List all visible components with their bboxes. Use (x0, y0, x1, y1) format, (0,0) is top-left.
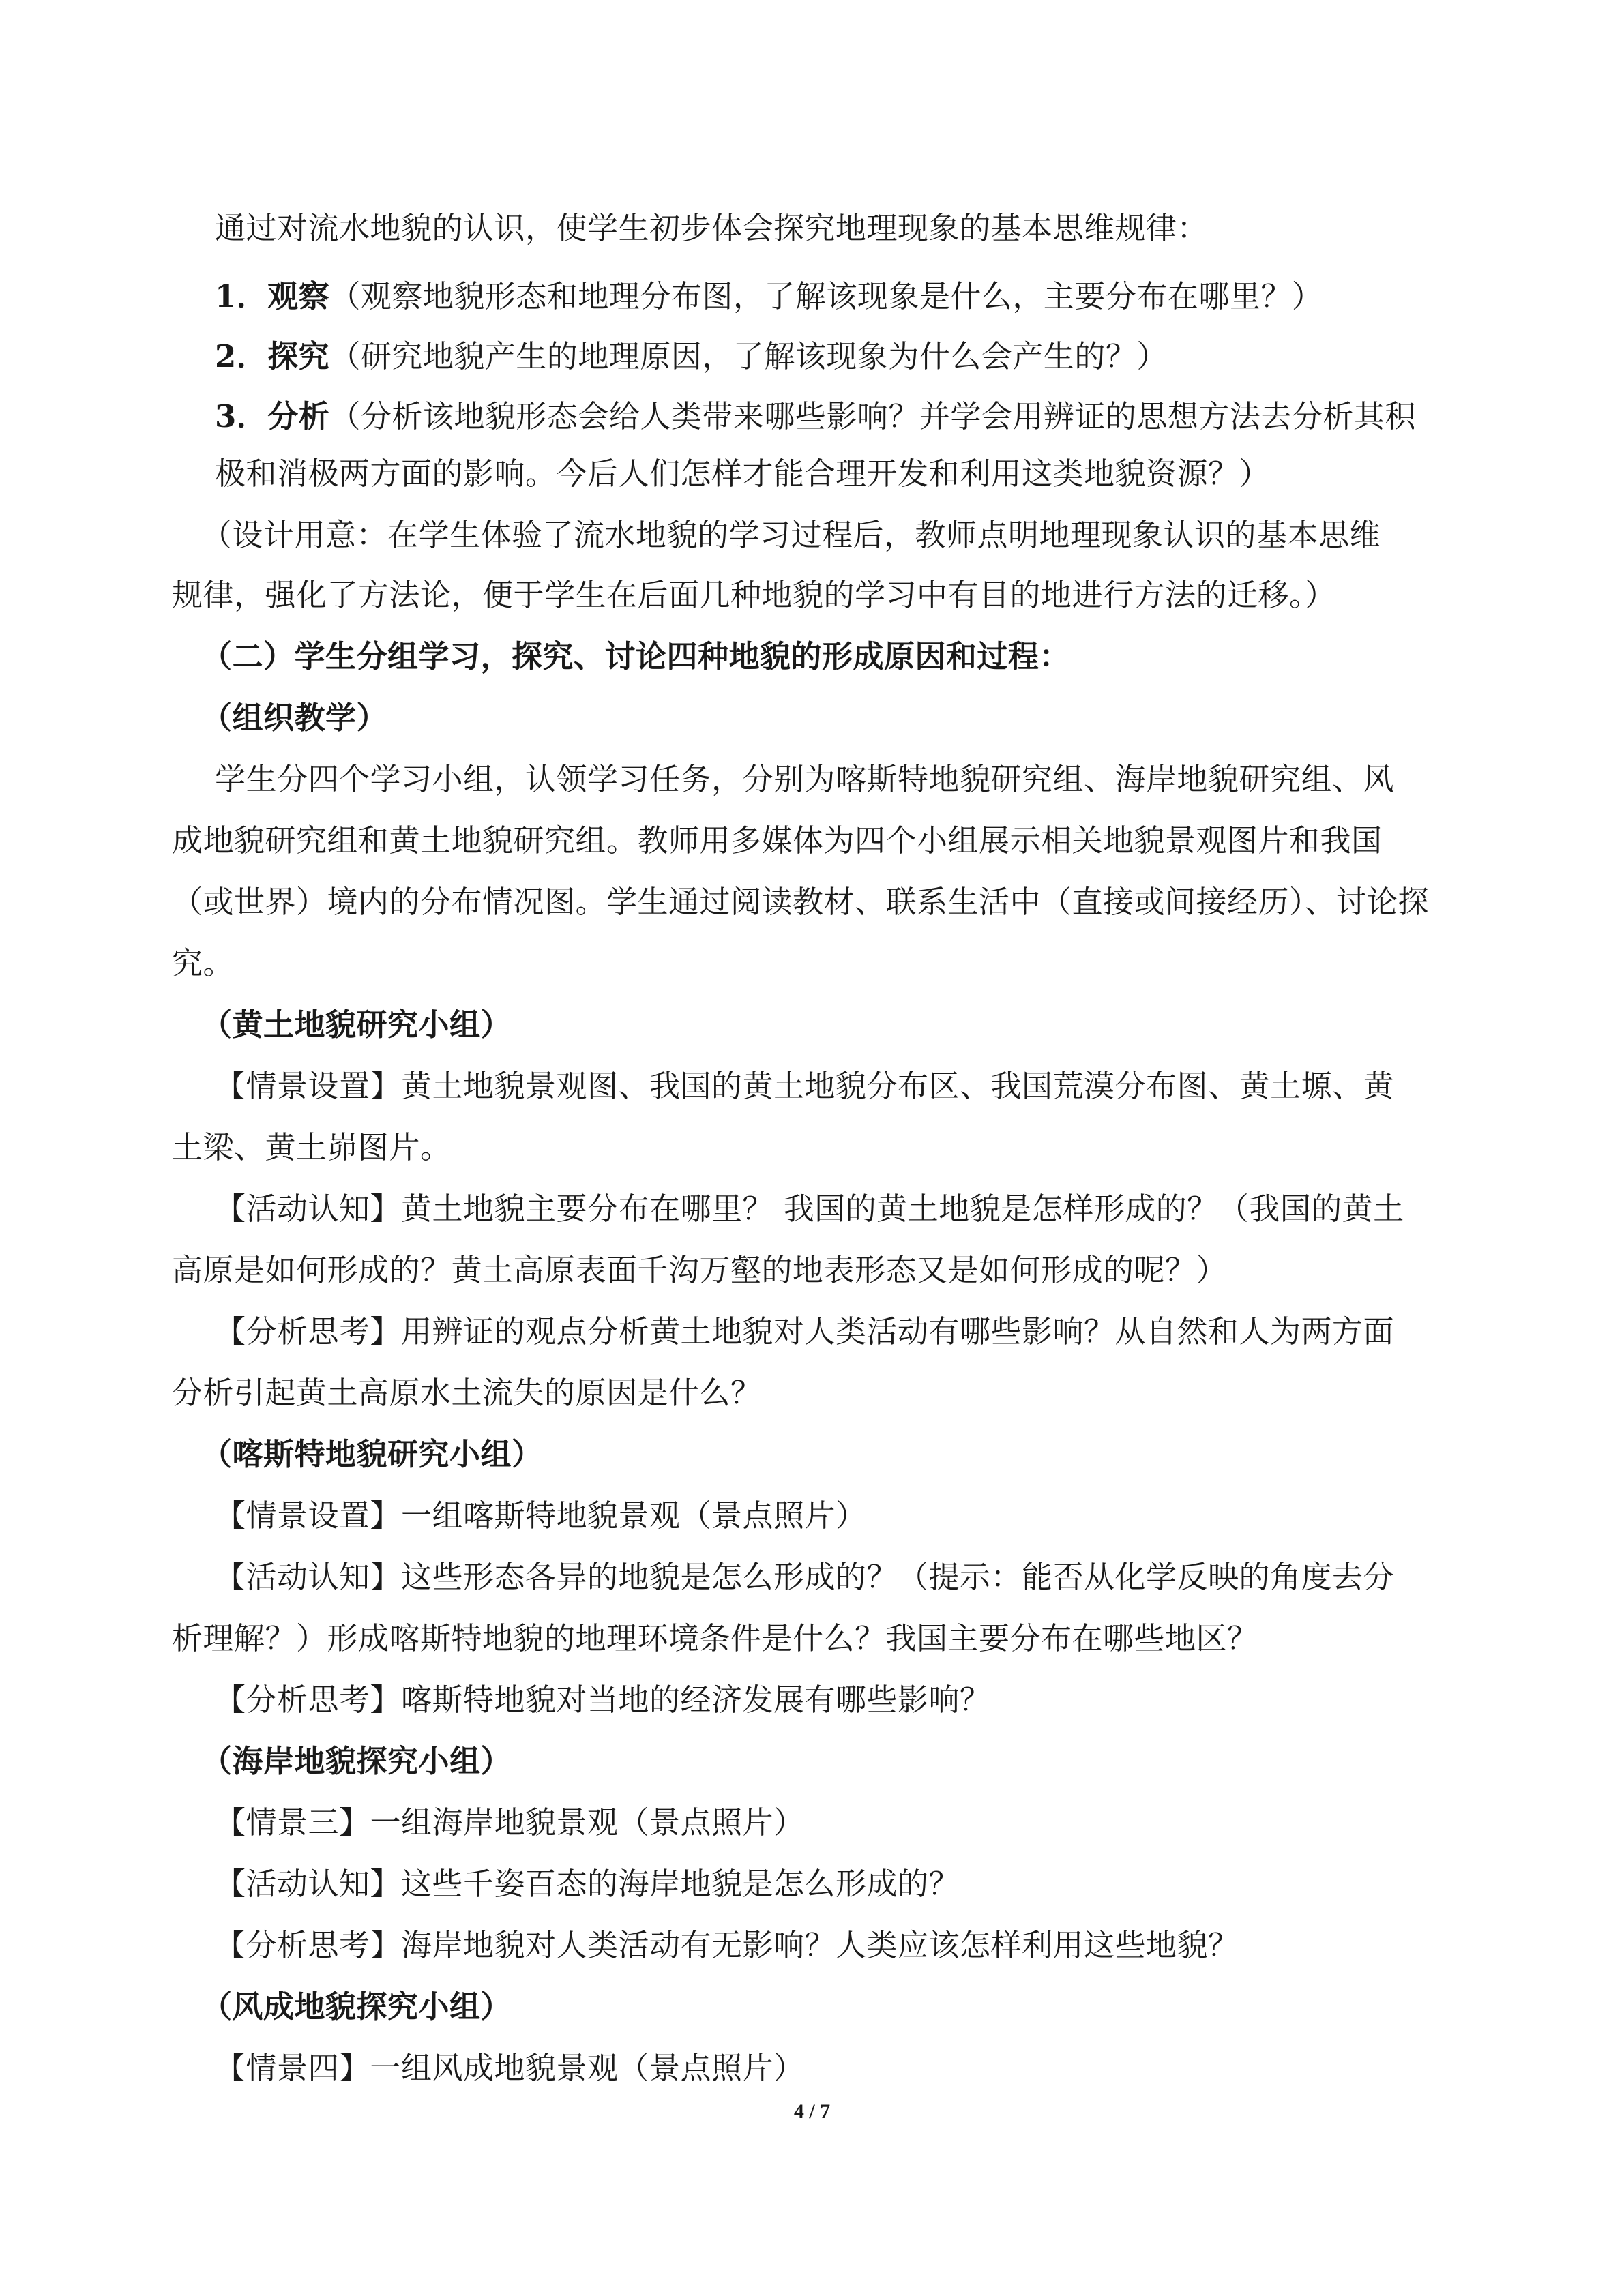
step-analyze-text: （分析该地貌形态会给人类带来哪些影响？并学会用辨证的思想方法去分析其积 (329, 398, 1416, 434)
loess-activity-line-1: 【活动认知】黄土地貌主要分布在哪里？ 我国的黄土地貌是怎样形成的？（我国的黄土 (215, 1191, 1404, 1227)
organize-text-line-4: 究。 (172, 945, 235, 981)
step-explore (215, 338, 1168, 374)
karst-group-heading: （喀斯特地貌研究小组） (201, 1436, 543, 1472)
wind-group-heading: （风成地貌探究小组） (201, 1988, 512, 2025)
coast-activity: 【活动认知】这些千姿百态的海岸地貌是怎么形成的？ (215, 1866, 960, 1902)
intro-paragraph: 通过对流水地貌的认识，使学生初步体会探究地理现象的基本思维规律： (215, 210, 1209, 246)
page-number: 4 / 7 (793, 2100, 831, 2123)
coast-analysis: 【分析思考】海岸地貌对人类活动有无影响？人类应该怎样利用这些地貌？ (215, 1927, 1239, 1963)
loess-analysis-line-1: 【分析思考】用辨证的观点分析黄土地貌对人类活动有哪些影响？从自然和人为两方面 (215, 1313, 1395, 1350)
karst-activity-line-1: 【活动认知】这些形态各异的地貌是怎么形成的？（提示：能否从化学反映的角度去分 (215, 1559, 1395, 1595)
step-analyze-label: 3．分析 (215, 398, 330, 434)
step-observe (215, 278, 1323, 314)
loess-activity-line-2: 高原是如何形成的？黄土高原表面千沟万壑的地表形态又是如何形成的呢？） (172, 1252, 1228, 1288)
organize-text-line-2: 成地貌研究组和黄土地貌研究组。教师用多媒体为四个小组展示相关地貌景观图片和我国 (172, 822, 1383, 859)
step-explore-text: （研究地貌产生的地理原因，了解该现象为什么会产生的？） (329, 338, 1168, 374)
loess-scene-line-2: 土梁、黄土峁图片。 (172, 1129, 452, 1165)
coast-group-heading: （海岸地貌探究小组） (201, 1743, 512, 1779)
step-explore-label: 2．探究 (215, 338, 330, 374)
step-observe-label: 1．观察 (215, 278, 330, 314)
step-analyze (215, 398, 1416, 434)
loess-analysis-line-2: 分析引起黄土高原水土流失的原因是什么？ (172, 1375, 762, 1411)
karst-scene: 【情景设置】一组喀斯特地貌景观（景点照片） (215, 1497, 867, 1534)
design-note-line-1: （设计用意：在学生体验了流水地貌的学习过程后，教师点明地理现象认识的基本思维 (201, 517, 1381, 553)
karst-activity-line-2: 析理解？）形成喀斯特地貌的地理环境条件是什么？我国主要分布在哪些地区？ (172, 1620, 1258, 1656)
organize-text-line-1: 学生分四个学习小组，认领学习任务，分别为喀斯特地貌研究组、海岸地貌研究组、风 (215, 761, 1395, 797)
step-observe-text: （观察地貌形态和地理分布图，了解该现象是什么，主要分布在哪里？） (329, 278, 1323, 314)
karst-analysis: 【分析思考】喀斯特地貌对当地的经济发展有哪些影响？ (215, 1682, 991, 1718)
coast-scene: 【情景三】一组海岸地貌景观（景点照片） (215, 1804, 805, 1840)
step-analyze-continuation: 极和消极两方面的影响。今后人们怎样才能合理开发和利用这类地貌资源？） (215, 456, 1271, 492)
section-two-heading: （二）学生分组学习，探究、讨论四种地貌的形成原因和过程： (201, 638, 1071, 674)
design-note-line-2: 规律，强化了方法论，便于学生在后面几种地貌的学习中有目的地进行方法的迁移。） (172, 577, 1336, 613)
loess-scene-line-1: 【情景设置】黄土地貌景观图、我国的黄土地貌分布区、我国荒漠分布图、黄土塬、黄 (215, 1068, 1395, 1104)
organize-text-line-3: （或世界）境内的分布情况图。学生通过阅读教材、联系生活中（直接或间接经历）、讨论探 (172, 884, 1430, 920)
organize-heading: （组织教学） (201, 700, 388, 736)
wind-scene: 【情景四】一组风成地貌景观（景点照片） (215, 2050, 805, 2086)
loess-group-heading: （黄土地貌研究小组） (201, 1007, 512, 1043)
